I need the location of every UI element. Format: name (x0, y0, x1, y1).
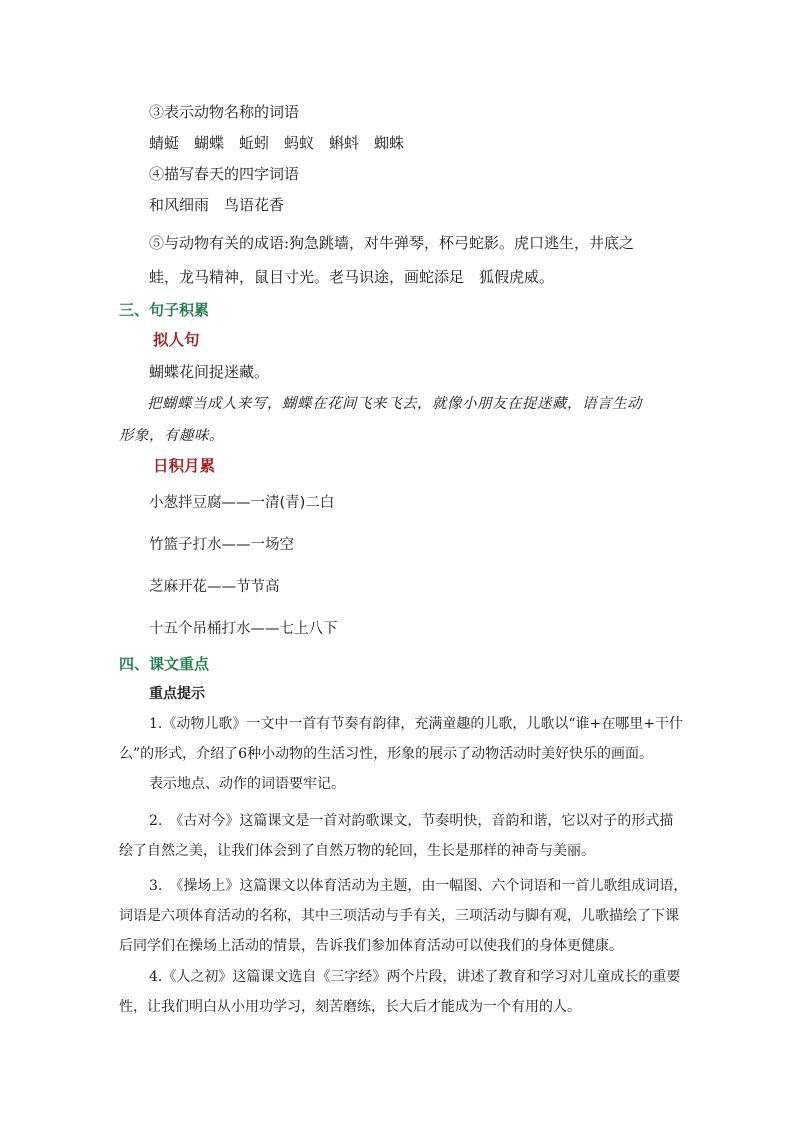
item3-words: 蜻蜓 蝴蝶 蚯蚓 蚂蚁 蝌蚪 蜘蛛 (149, 134, 405, 152)
section3-sub-accumulation: 日积月累 (153, 456, 216, 475)
example-sentence: 蝴蝶花间捉迷藏。 (149, 363, 270, 381)
item5-line2: 蛙，龙马精神，鼠目寸光。老马识途，画蛇添足 狐假虎威。 (149, 268, 555, 286)
section4-heading: 四、课文重点 (119, 655, 210, 673)
section3-heading: 三、句子积累 (119, 301, 210, 319)
point4-line2: 性，让我们明白从小用功学习，刻苦磨练，长大后才能成为一个有用的人。 (119, 999, 581, 1015)
explanation-line1: 把蝴蝶当成人来写，蝴蝶在花间飞来飞去，就像小朋友在捉迷藏，语言生动 (147, 396, 642, 412)
item4-title: ④描写春天的四字词语 (149, 165, 300, 183)
key-points-subheading: 重点提示 (149, 686, 205, 702)
explanation-line2: 形象，有趣味。 (119, 428, 224, 444)
item3-title: ③表示动物名称的词语 (149, 103, 300, 121)
point3-line1: 3. 《操场上》这篇课文以体育活动为主题，由一幅图、六个词语和一首儿歌组成词语， (149, 878, 688, 894)
item4-words: 和风细雨 鸟语花香 (149, 196, 285, 214)
point2-line2: 绘了自然之美，让我们体会到了自然万物的轮回，生长是那样的神奇与美丽。 (119, 843, 595, 859)
proverb-item: 小葱拌豆腐——一清(青)二白 (149, 495, 335, 511)
proverb-item: 竹篮子打水——一场空 (149, 537, 294, 553)
point4-line1: 4.《人之初》这篇课文选自《三字经》两个片段，讲述了教育和学习对儿童成长的重要 (149, 969, 681, 985)
point3-line3: 后同学们在操场上活动的情景，告诉我们参加体育活动可以使我们的身体更健康。 (119, 938, 623, 954)
point1-line3: 表示地点、动作的词语要牢记。 (149, 776, 345, 792)
item5-line1: ⑤与动物有关的成语:狗急跳墙，对牛弹琴，杯弓蛇影。虎口逃生，井底之 (149, 234, 635, 252)
point2-line1: 2. 《古对今》这篇课文是一首对韵歌课文，节奏明快，音韵和谐，它以对子的形式描 (149, 813, 674, 829)
point1-line2: 么”的形式，介绍了6种小动物的生活习性，形象的展示了动物活动时美好快乐的画面。 (119, 746, 654, 762)
point1-line1: 1.《动物儿歌》一文中一首有节奏有韵律，充满童趣的儿歌，儿歌以“谁+在哪里+干什 (149, 716, 683, 732)
proverb-item: 芝麻开花——节节高 (149, 579, 280, 595)
proverb-item: 十五个吊桶打水——七上八下 (149, 621, 338, 637)
section3-sub-personification: 拟人句 (153, 330, 200, 349)
point3-line2: 词语是六项体育活动的名称，其中三项活动与手有关，三项活动与脚有观，儿歌描绘了下课 (119, 908, 679, 924)
